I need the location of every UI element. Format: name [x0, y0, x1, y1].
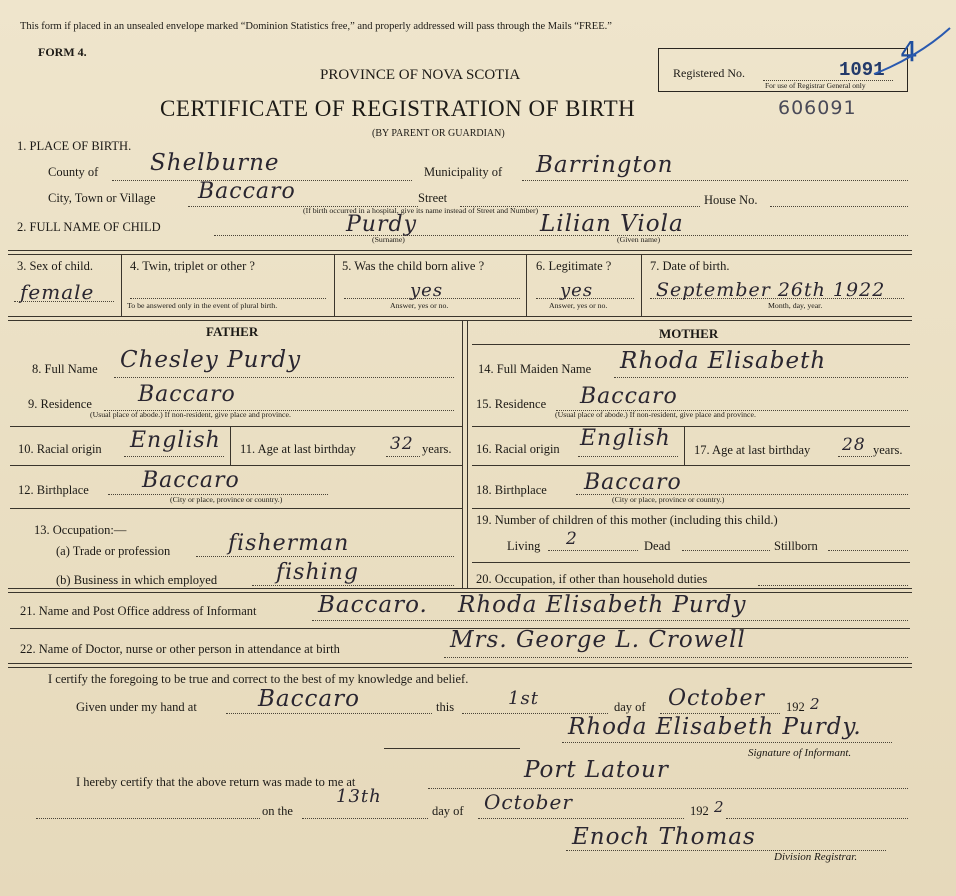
child-surname-value: Purdy: [346, 212, 417, 237]
doctor-label: 22. Name of Doctor, nurse or other person in attendance at birth: [20, 642, 340, 656]
father-birthplace-note: (City or place, province or country.): [170, 495, 283, 504]
given-under-label: Given under my hand at: [76, 700, 197, 714]
city-label: City, Town or Village: [48, 191, 156, 205]
page-subtitle: (BY PARENT OR GUARDIAN): [372, 128, 505, 139]
sex-value: female: [20, 280, 95, 304]
father-heading: FATHER: [206, 324, 259, 339]
occupation-label: 13. Occupation:—: [34, 523, 127, 537]
dead-label: Dead: [644, 539, 671, 553]
twin-label: 4. Twin, triplet or other ?: [130, 259, 255, 273]
mother-age-label: 17. Age at last birthday: [694, 443, 811, 457]
father-age-label: 11. Age at last birthday: [240, 442, 356, 456]
street-label: Street: [418, 191, 448, 205]
municipality-value: Barrington: [536, 152, 674, 178]
registrar-statement: I hereby certify that the above return was made to me at: [76, 775, 356, 789]
date-of-birth-label: 7. Date of birth.: [650, 259, 730, 273]
trade-value: fisherman: [228, 531, 350, 556]
mother-heading: MOTHER: [659, 326, 719, 341]
informant-place-value: Baccaro.: [318, 592, 428, 618]
mother-residence-value: Baccaro: [580, 384, 678, 409]
certification-statement: I certify the foregoing to be true and correct to the best of my knowledge and belief.: [48, 672, 469, 686]
mother-age-value: 28: [842, 435, 866, 455]
registrar-month-value: October: [484, 790, 573, 814]
born-alive-value: yes: [410, 280, 444, 301]
mother-years-label: years.: [873, 443, 903, 457]
legitimate-label: 6. Legitimate ?: [536, 259, 612, 273]
page-title: CERTIFICATE OF REGISTRATION OF BIRTH: [160, 96, 636, 121]
business-label: (b) Business in which employed: [56, 573, 218, 587]
mother-name-label: 14. Full Maiden Name: [478, 362, 592, 376]
mother-racial-value: English: [580, 426, 671, 451]
child-given-name-value: Lilian Viola: [540, 211, 684, 237]
sex-label: 3. Sex of child.: [17, 259, 94, 273]
informant-label: 21. Name and Post Office address of Informant: [20, 604, 257, 618]
mother-residence-label: 15. Residence: [476, 397, 547, 411]
city-value: Baccaro: [198, 179, 296, 204]
registrar-place-value: Port Latour: [524, 757, 669, 783]
father-birthplace-value: Baccaro: [142, 468, 240, 493]
registered-label: Registered No.: [673, 66, 745, 80]
mother-occupation-label: 20. Occupation, if other than household duties: [476, 572, 708, 586]
given-year-value: 2: [810, 695, 821, 713]
father-years-label: years.: [422, 442, 452, 456]
legitimate-note: Answer, yes or no.: [549, 301, 608, 310]
father-age-value: 32: [390, 434, 414, 454]
registered-note: For use of Registrar General only: [765, 81, 866, 90]
county-label: County of: [48, 165, 99, 179]
form-number: FORM 4.: [38, 45, 87, 59]
date-of-birth-value: September 26th 1922: [656, 279, 886, 301]
registered-number-stamp: 1091: [839, 59, 885, 81]
father-residence-value: Baccaro: [138, 382, 236, 407]
mother-residence-note: (Usual place of abode.) If non-resident, give place and province.: [555, 410, 756, 419]
given-month-value: October: [668, 686, 766, 711]
registrar-day-value: 13th: [336, 786, 382, 807]
county-value: Shelburne: [150, 150, 280, 176]
child-name-label: 2. FULL NAME OF CHILD: [17, 220, 161, 234]
father-racial-label: 10. Racial origin: [18, 442, 102, 456]
mother-racial-label: 16. Racial origin: [476, 442, 560, 456]
registrar-day-of-label: day of: [432, 804, 464, 818]
living-label: Living: [507, 539, 541, 553]
father-birthplace-label: 12. Birthplace: [18, 483, 89, 497]
stillborn-label: Stillborn: [774, 539, 818, 553]
mother-name-value: Rhoda Elisabeth: [620, 348, 827, 374]
municipality-label: Municipality of: [424, 165, 503, 179]
informant-signature: Rhoda Elisabeth Purdy.: [568, 714, 862, 740]
this-label: this: [436, 700, 455, 714]
legitimate-value: yes: [560, 280, 594, 301]
date-of-birth-note: Month, day, year.: [768, 301, 823, 310]
mother-birthplace-note: (City or place, province or country.): [612, 495, 725, 504]
father-name-value: Chesley Purdy: [120, 347, 302, 373]
house-number-label: House No.: [704, 193, 758, 207]
given-day-value: 1st: [508, 688, 539, 709]
children-count-label: 19. Number of children of this mother (including this child.): [476, 513, 778, 527]
blue-pen-stroke: [870, 22, 956, 82]
given-year-prefix: 192: [786, 700, 805, 714]
living-value: 2: [566, 529, 578, 549]
father-racial-value: English: [130, 428, 221, 453]
informant-signature-caption: Signature of Informant.: [748, 747, 852, 759]
informant-name-value: Rhoda Elisabeth Purdy: [458, 592, 747, 618]
registrar-on-the-label: on the: [262, 804, 293, 818]
registrar-signature: Enoch Thomas: [572, 824, 756, 850]
mail-notice: This form if placed in an unsealed envelope marked “Dominion Statistics free,” and properly addressed will pass through the Mails “FREE.”: [20, 21, 612, 32]
given-name-caption: (Given name): [617, 235, 661, 244]
registrar-year-prefix: 192: [690, 804, 709, 818]
hospital-note: (If birth occurred in a hospital, give its name instead of Street and Number): [303, 206, 539, 215]
registrar-year-value: 2: [714, 798, 725, 816]
handwritten-number: 606091: [778, 97, 857, 119]
doctor-value: Mrs. George L. Crowell: [450, 627, 746, 653]
twin-note: To be answered only in the event of plural birth.: [127, 301, 278, 310]
trade-label: (a) Trade or profession: [56, 544, 171, 558]
born-alive-note: Answer, yes or no.: [390, 301, 449, 310]
father-residence-label: 9. Residence: [28, 397, 92, 411]
born-alive-label: 5. Was the child born alive ?: [342, 259, 485, 273]
given-place-value: Baccaro: [258, 686, 360, 712]
mother-birthplace-label: 18. Birthplace: [476, 483, 547, 497]
mother-birthplace-value: Baccaro: [584, 470, 682, 495]
blue-mark-number: 4: [900, 35, 919, 68]
division-registrar-caption: Division Registrar.: [774, 851, 858, 863]
father-residence-note: (Usual place of abode.) If non-resident, give place and province.: [90, 410, 291, 419]
province-heading: PROVINCE OF NOVA SCOTIA: [320, 67, 521, 83]
business-value: fishing: [276, 560, 359, 585]
place-of-birth-heading: 1. PLACE OF BIRTH.: [17, 139, 132, 153]
surname-caption: (Surname): [372, 235, 405, 244]
father-name-label: 8. Full Name: [32, 362, 98, 376]
given-day-of-label: day of: [614, 700, 646, 714]
